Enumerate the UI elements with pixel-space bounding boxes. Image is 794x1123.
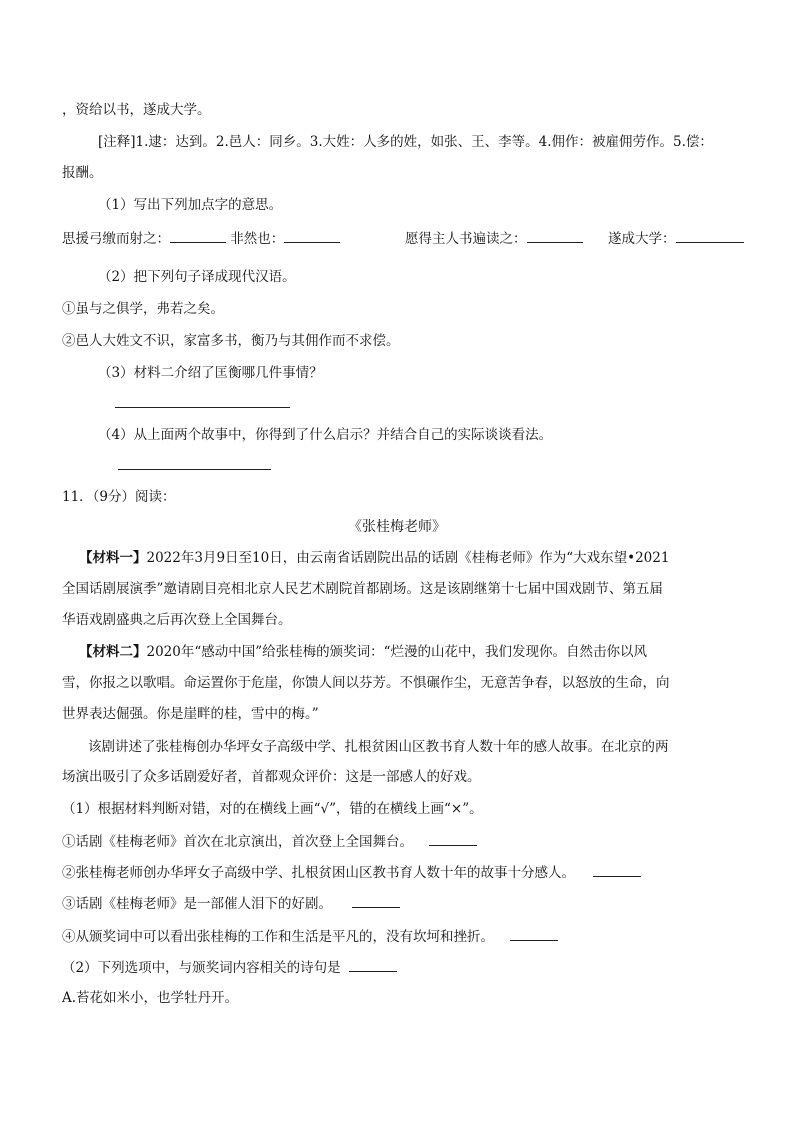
- answer-blank[interactable]: [170, 228, 226, 243]
- question-1: （1）写出下列加点字的意思。: [98, 197, 283, 213]
- judgement-item-4: [62, 926, 558, 947]
- option-a: A.苔花如米小，也学牡丹开。: [62, 990, 239, 1006]
- judgement-text: ①话剧《桂梅老师》首次在北京演出，首次登上全国舞台。: [62, 834, 413, 850]
- q1-item-2: 非然也：: [230, 231, 285, 247]
- answer-blank[interactable]: [593, 862, 641, 877]
- answer-blank[interactable]: [527, 228, 583, 243]
- q1-answer-row-right: [405, 228, 583, 249]
- question-2: （2）把下列句子译成现代汉语。: [98, 269, 296, 285]
- material-1-text: 2022年3月9日至10日，由云南省话剧院出品的话剧《桂梅老师》作为“大戏东望•2021: [146, 550, 670, 566]
- material-2-line-2: 雪，你报之以歌唱。命运置你于危崖，你馈人间以芬芳。不惧碾作尘，无意苦争春，以怒放的生命，向: [62, 675, 670, 691]
- answer-blank[interactable]: [429, 831, 477, 846]
- notes-line-2: 报酬。: [62, 165, 103, 181]
- material-2-label: 【材料二】: [79, 644, 147, 660]
- q1-item-4: 遂成大学：: [608, 231, 676, 247]
- prev-passage-end: ，资给以书，遂成大学。: [62, 102, 211, 118]
- judgement-item-2: [62, 862, 641, 883]
- q1-answer-row: [62, 228, 340, 249]
- judgement-text: ②张桂梅老师创办华坪女子高级中学、扎根贫困山区教书育人数十年的故事十分感人。: [62, 865, 575, 881]
- q1-item-1: 思援弓缴而射之：: [62, 231, 170, 247]
- sub-question-2: [62, 957, 397, 978]
- judgement-text: ③话剧《桂梅老师》是一部催人泪下的好剧。: [62, 896, 332, 912]
- material-2-line-3: 世界表达倔强。你是崖畔的桂，雪中的梅。”: [62, 706, 319, 722]
- q2-sentence-a: ①虽与之俱学，弗若之矣。: [62, 301, 224, 317]
- q3-answer-line[interactable]: [115, 407, 290, 408]
- material-1-label: 【材料一】: [79, 550, 147, 566]
- notes-line-1: [注释]1.逮：达到。2.邑人：同乡。3.大姓：人多的姓，如张、王、李等。4.佣作：被雇佣劳作。5.偿：: [98, 134, 713, 150]
- judgement-item-1: [62, 831, 477, 852]
- question-4: （4）从上面两个故事中，你得到了什么启示？并结合自己的实际谈谈看法。: [98, 427, 553, 443]
- material-2-line-1: [79, 642, 647, 662]
- answer-blank[interactable]: [349, 957, 397, 972]
- answer-blank[interactable]: [284, 228, 340, 243]
- question-11-header: 11．（9分）阅读：: [62, 489, 176, 505]
- passage-title: 《张桂梅老师》: [348, 519, 446, 535]
- judgement-text: ④从颁奖词中可以看出张桂梅的工作和生活是平凡的，没有坎坷和挫折。: [62, 929, 494, 945]
- material-1-line-3: 华语戏剧盛典之后再次登上全国舞台。: [62, 612, 292, 628]
- q1-item-3: 愿得主人书遍读之：: [405, 231, 527, 247]
- answer-blank[interactable]: [676, 228, 744, 243]
- material-2-text: 2020年“感动中国”给张桂梅的颁奖词：“烂漫的山花中，我们发现你。自然击你以风: [146, 644, 648, 660]
- answer-blank[interactable]: [510, 926, 558, 941]
- q1-answer-row-far-right: [608, 228, 744, 249]
- sub-question-1: （1）根据材料判断对错，对的在横线上画“√”，错的在横线上画“×”。: [62, 801, 483, 817]
- material-1-line-1: [79, 548, 669, 568]
- paragraph-line-1: 该剧讲述了张桂梅创办华坪女子高级中学、扎根贫困山区教书育人数十年的感人故事。在北京的两: [88, 739, 669, 755]
- q4-answer-line[interactable]: [118, 469, 271, 470]
- answer-blank[interactable]: [352, 893, 400, 908]
- material-1-line-2: 全国话剧展演季”邀请剧目亮相北京人民艺术剧院首都剧场。这是该剧继第十七届中国戏剧节、第五届: [62, 581, 663, 597]
- question-3: （3）材料二介绍了匡衡哪几件事情？: [98, 365, 323, 381]
- paragraph-line-2: 场演出吸引了众多话剧爱好者，首都观众评价：这是一部感人的好戏。: [62, 769, 481, 785]
- sub-question-2-text: （2）下列选项中，与颁奖词内容相关的诗句是: [62, 960, 341, 976]
- q2-sentence-b: ②邑人大姓文不识，家富多书，衡乃与其佣作而不求偿。: [62, 333, 400, 349]
- judgement-item-3: [62, 893, 400, 914]
